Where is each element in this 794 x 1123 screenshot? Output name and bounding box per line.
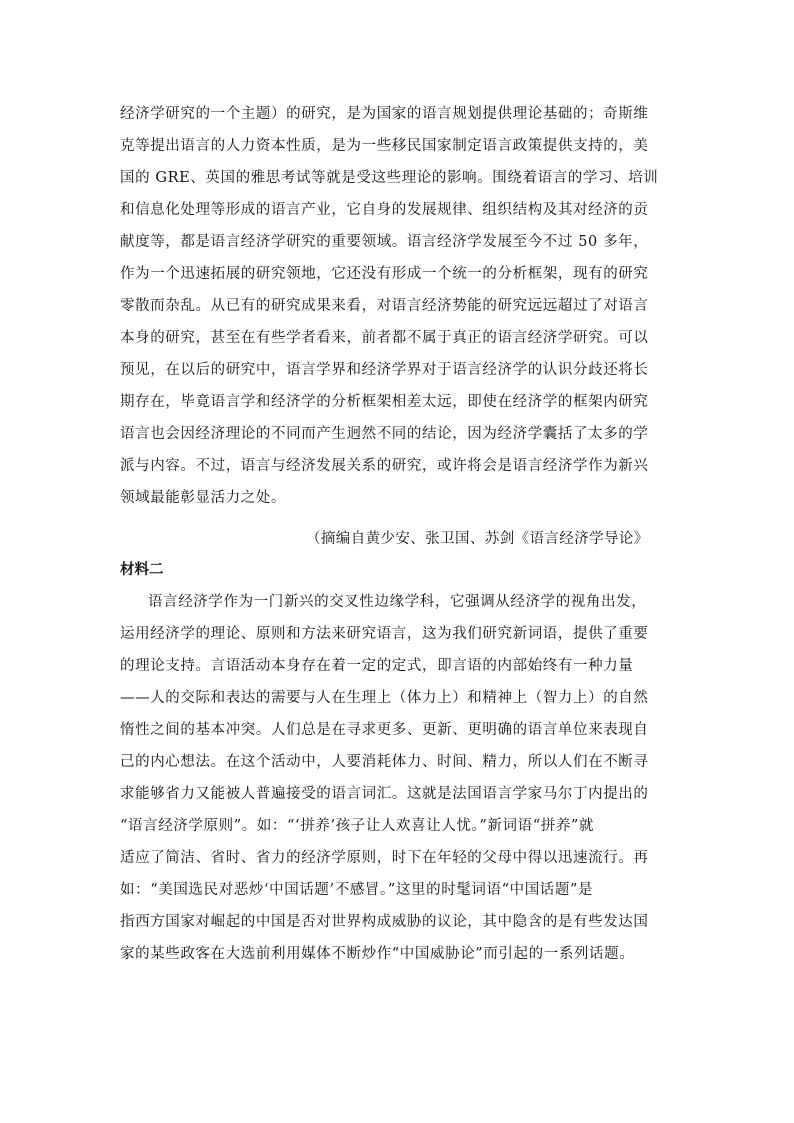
paragraph-line: 献度等，都是语言经济学研究的重要领域。语言经济学发展至今不过 50 多年， bbox=[120, 234, 649, 250]
source-citation: （摘编自黄少安、张卫国、苏剑《语言经济学导论》 bbox=[306, 531, 649, 547]
paragraph-line: 指西方国家对崛起的中国是否对世界构成威胁的议论，其中隐含的是有些发达国 bbox=[120, 914, 649, 930]
paragraph-line: 领域最能彰显活力之处。 bbox=[120, 490, 287, 506]
paragraph-line: 惰性之间的基本冲突。人们总是在寻求更多、更新、更明确的语言单位来表现自 bbox=[120, 722, 649, 738]
paragraph-line: 期存在，毕竟语言学和经济学的分析框架相差太远，即使在经济学的框架内研究 bbox=[120, 394, 649, 410]
paragraph-line: ——人的交际和表达的需要与人在生理上（体力上）和精神上（智力上）的自然 bbox=[120, 690, 649, 706]
paragraph-line: 的理论支持。言语活动本身存在着一定的定式，即言语的内部始终有一种力量 bbox=[120, 658, 634, 674]
paragraph-line: 和信息化处理等形成的语言产业，它自身的发展规律、组织结构及其对经济的贡 bbox=[120, 202, 649, 218]
paragraph-line: 如：“美国选民对恶炒‘中国话题’不感冒。”这里的时髦词语“中国话题”是 bbox=[120, 882, 594, 898]
section-heading: 材料二 bbox=[120, 562, 164, 578]
paragraph-line: 己的内心想法。在这个活动中，人要消耗体力、时间、精力，所以人们在不断寻 bbox=[120, 754, 649, 770]
paragraph-line: 适应了简洁、省时、省力的经济学原则，时下在年轻的父母中得以迅速流行。再 bbox=[120, 850, 649, 866]
paragraph-line: 预见，在以后的研究中，语言学界和经济学界对于语言经济学的认识分歧还将长 bbox=[120, 362, 649, 378]
paragraph-line: 经济学研究的一个主题）的研究，是为国家的语言规划提供理论基础的；奇斯维 bbox=[120, 106, 649, 122]
paragraph-line: 克等提出语言的人力资本性质，是为一些移民国家制定语言政策提供支持的，美 bbox=[120, 138, 649, 154]
paragraph-line: 语言也会因经济理论的不同而产生迥然不同的结论，因为经济学囊括了太多的学 bbox=[120, 426, 649, 442]
paragraph-line: 作为一个迅速拓展的研究领地，它还没有形成一个统一的分析框架，现有的研究 bbox=[120, 266, 649, 282]
paragraph-line: 国的 GRE、英国的雅思考试等就是受这些理论的影响。围绕着语言的学习、培训 bbox=[120, 170, 659, 186]
paragraph-line: 家的某些政客在大选前利用媒体不断炒作“中国威胁论”而引起的一系列话题。 bbox=[120, 946, 635, 962]
paragraph-line: “语言经济学原则”。如：“‘拼养’孩子让人欢喜让人忧。”新词语“拼养”就 bbox=[120, 818, 595, 834]
paragraph-line: 派与内容。不过，语言与经济发展关系的研究，或许将会是语言经济学作为新兴 bbox=[120, 458, 649, 474]
paragraph-line: 本身的研究，甚至在有些学者看来，前者都不属于真正的语言经济学研究。可以 bbox=[120, 330, 649, 346]
paragraph-line: 语言经济学作为一门新兴的交叉性边缘学科，它强调从经济学的视角出发， bbox=[148, 594, 647, 610]
paragraph-line: 求能够省力又能被人普遍接受的语言词汇。这就是法国语言学家马尔丁内提出的 bbox=[120, 786, 649, 802]
paragraph-line: 运用经济学的理论、原则和方法来研究语言，这为我们研究新词语，提供了重要 bbox=[120, 626, 649, 642]
paragraph-line: 零散而杂乱。从已有的研究成果来看，对语言经济势能的研究远远超过了对语言 bbox=[120, 298, 649, 314]
